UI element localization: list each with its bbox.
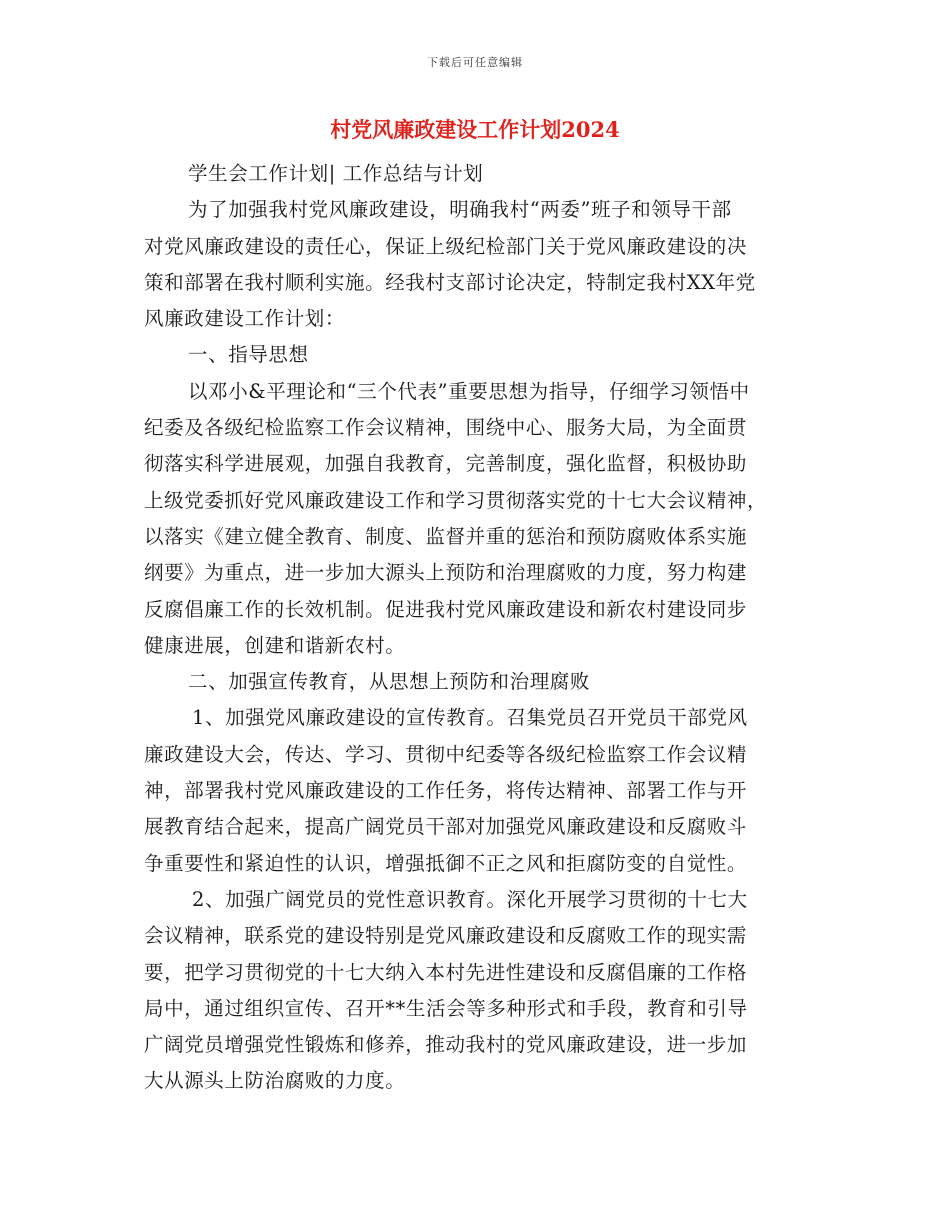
paragraph-line: 2、加强广阔党员的党性意识教育。深化开展学习贯彻的十七大 (192, 887, 748, 911)
paragraph-line: 争重要性和紧迫性的认识，增强抵御不正之风和拒腐防变的自觉性。 (144, 851, 748, 875)
paragraph-line: 以落实《建立健全教育、制度、监督并重的惩治和预防腐败体系实施 (144, 524, 748, 548)
paragraph-line: 上级党委抓好党风廉政建设工作和学习贯彻落实党的十七大会议精神， (144, 488, 768, 512)
paragraph-line: 风廉政建设工作计划： (144, 307, 346, 331)
paragraph-line: 会议精神，联系党的建设特别是党风廉政建设和反腐败工作的现实需 (144, 924, 748, 948)
paragraph-line: 纪委及各级纪检监察工作会议精神，围绕中心、服务大局，为全面贯 (144, 416, 748, 440)
paragraph-line: 健康进展，创建和谐新农村。 (144, 633, 406, 657)
paragraph-line: 大从源头上防治腐败的力度。 (144, 1069, 406, 1093)
document-body (144, 156, 808, 1100)
section-heading: 一、指导思想 (188, 343, 309, 367)
paragraph-line: 局中，通过组织宣传、召开**生活会等多种形式和手段，教育和引导 (144, 996, 748, 1020)
paragraph-line: 廉政建设大会，传达、学习、贯彻中纪委等各级纪检监察工作会议精 (144, 742, 748, 766)
paragraph-line: 要，把学习贯彻党的十七大纳入本村先进性建设和反腐倡廉的工作格 (144, 960, 748, 984)
section-heading: 二、加强宣传教育，从思想上预防和治理腐败 (188, 670, 591, 694)
paragraph-line: 1、加强党风廉政建设的宣传教育。召集党员召开党员干部党风 (192, 706, 748, 730)
paragraph-line: 广阔党员增强党性锻炼和修养，推动我村的党风廉政建设，进一步加 (144, 1033, 748, 1057)
paragraph-line: 展教育结合起来，提高广阔党员干部对加强党风廉政建设和反腐败斗 (144, 815, 748, 839)
document-title: 村党风廉政建设工作计划2024 (330, 117, 620, 142)
paragraph-line: 以邓小&平理论和“三个代表”重要思想为指导，仔细学习领悟中 (188, 379, 750, 403)
paragraph-line: 为了加强我村党风廉政建设，明确我村“两委”班子和领导干部 (188, 198, 732, 222)
paragraph-line: 对党风廉政建设的责任心，保证上级纪检部门关于党风廉政建设的决 (144, 234, 748, 258)
paragraph-line: 反腐倡廉工作的长效机制。促进我村党风廉政建设和新农村建设同步 (144, 597, 748, 621)
paragraph-line: 彻落实科学进展观，加强自我教育，完善制度，强化监督，积极协助 (144, 452, 748, 476)
subtitle-line: 学生会工作计划| 工作总结与计划 (188, 162, 484, 185)
paragraph-line: 神，部署我村党风廉政建设的工作任务，将传达精神、部署工作与开 (144, 779, 748, 803)
header-note: 下载后可任意编辑 (427, 56, 523, 69)
paragraph-line: 策和部署在我村顺利实施。经我村支部讨论决定，特制定我村XX年党 (144, 270, 756, 294)
paragraph-line: 纲要》为重点，进一步加大源头上预防和治理腐败的力度，努力构建 (144, 561, 748, 585)
